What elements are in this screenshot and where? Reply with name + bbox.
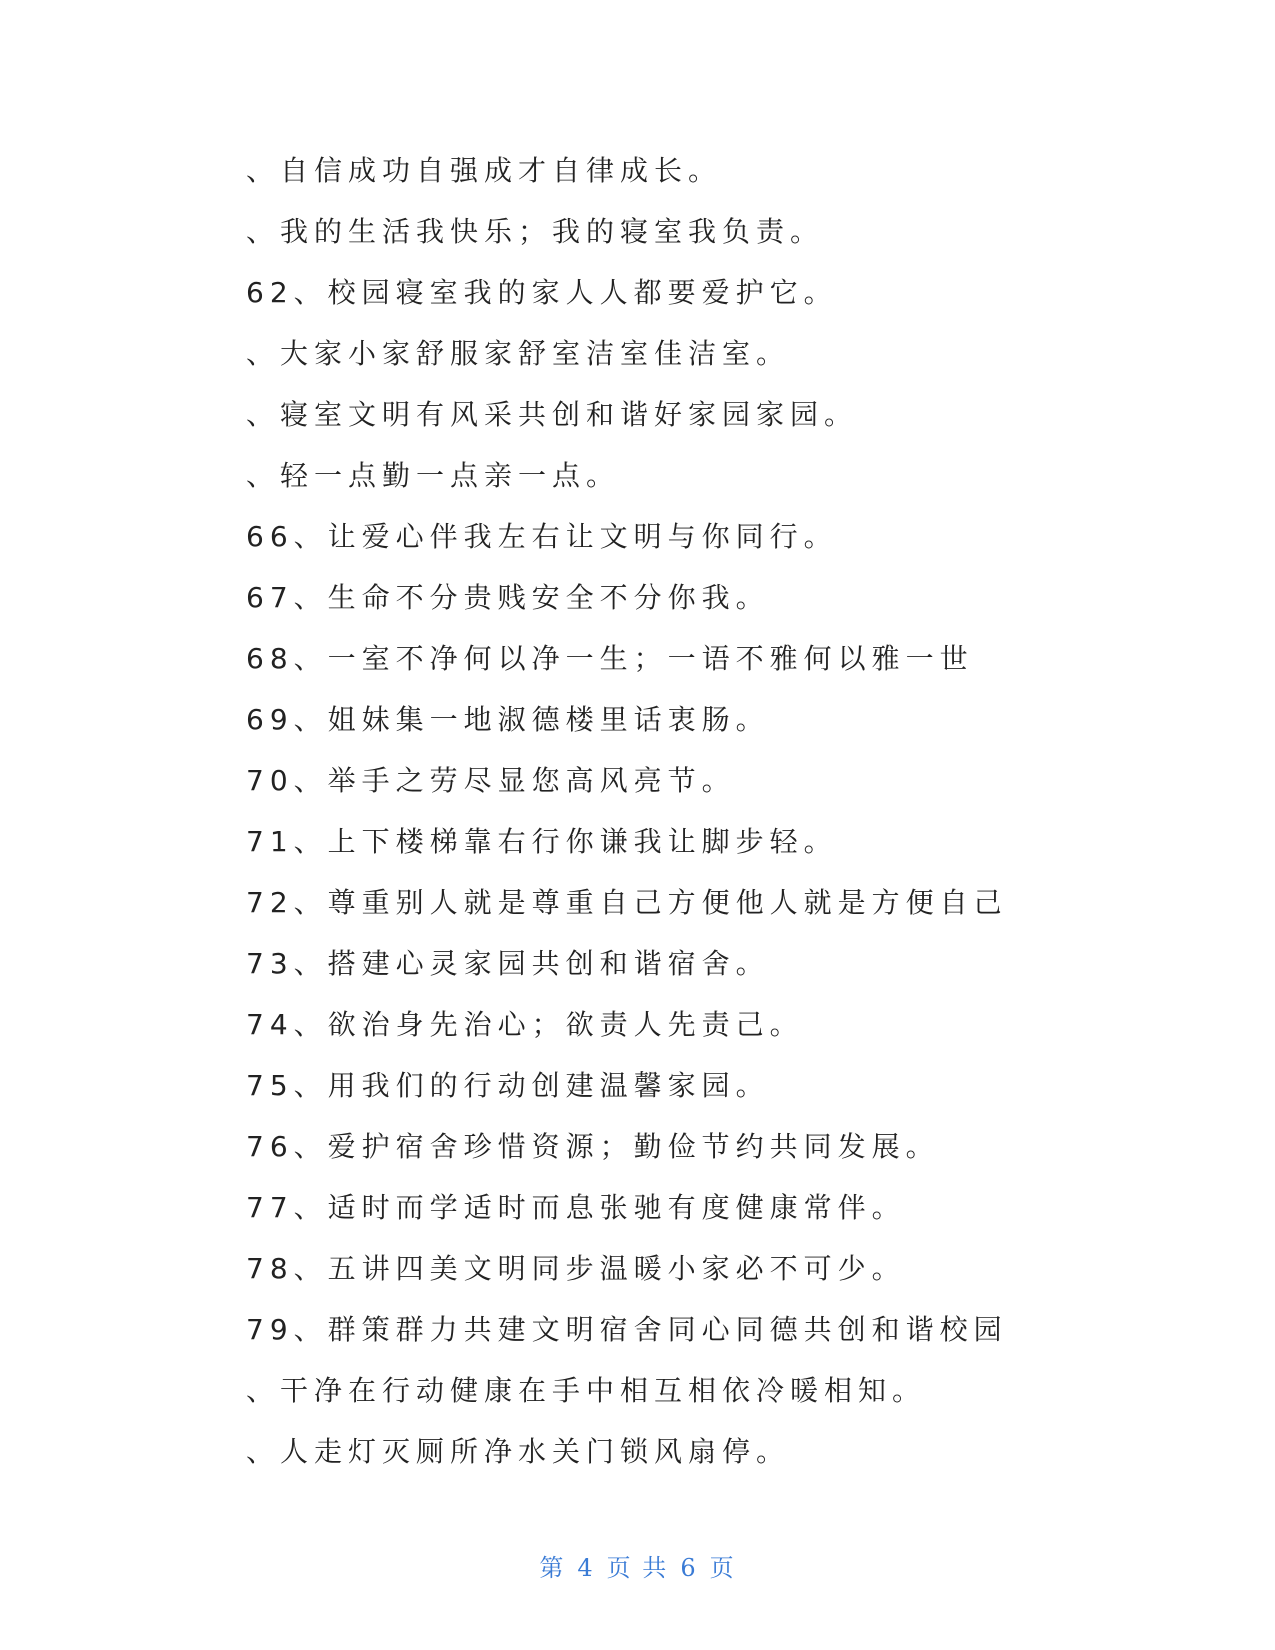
slogan-line: 、自信成功自强成才自律成长。 <box>246 154 723 187</box>
current-page-number: 4 <box>577 1554 595 1582</box>
slogan-line: 66、让爱心伴我左右让文明与你同行。 <box>246 520 838 553</box>
slogan-line: 72、尊重别人就是尊重自己方便他人就是方便自己 <box>246 886 1008 919</box>
slogan-line: 70、举手之劳尽显您高风亮节。 <box>246 764 736 797</box>
page-suffix: 页 <box>709 1554 736 1582</box>
slogan-line: 、人走灯灭厕所净水关门锁风扇停。 <box>246 1435 791 1468</box>
total-page-number: 6 <box>680 1554 698 1582</box>
slogan-line: 62、校园寝室我的家人人都要爱护它。 <box>246 276 838 309</box>
slogan-line: 、我的生活我快乐；我的寝室我负责。 <box>246 215 825 248</box>
slogan-line: 、干净在行动健康在手中相互相依冷暖相知。 <box>246 1374 927 1407</box>
page-prefix: 第 <box>539 1554 566 1582</box>
slogan-line: 79、群策群力共建文明宿舍同心同德共创和谐校园 <box>246 1313 1008 1346</box>
slogan-line: 71、上下楼梯靠右行你谦我让脚步轻。 <box>246 825 838 858</box>
slogan-line: 77、适时而学适时而息张驰有度健康常伴。 <box>246 1191 906 1224</box>
slogan-line: 76、爱护宿舍珍惜资源；勤俭节约共同发展。 <box>246 1130 940 1163</box>
slogan-line: 75、用我们的行动创建温馨家园。 <box>246 1069 770 1102</box>
slogan-line: 、轻一点勤一点亲一点。 <box>246 459 621 492</box>
slogan-line: 78、五讲四美文明同步温暖小家必不可少。 <box>246 1252 906 1285</box>
slogan-line: 69、姐妹集一地淑德楼里话衷肠。 <box>246 703 770 736</box>
slogan-line: 、大家小家舒服家舒室洁室佳洁室。 <box>246 337 791 370</box>
slogan-line: 、寝室文明有风采共创和谐好家园家园。 <box>246 398 859 431</box>
page-number-footer <box>0 1548 1275 1583</box>
slogan-line: 73、搭建心灵家园共创和谐宿舍。 <box>246 947 770 980</box>
slogan-line: 67、生命不分贵贱安全不分你我。 <box>246 581 770 614</box>
slogan-line: 68、一室不净何以净一生；一语不雅何以雅一世 <box>246 642 974 675</box>
slogan-list <box>246 140 1008 1482</box>
slogan-line: 74、欲治身先治心；欲责人先责己。 <box>246 1008 804 1041</box>
page-middle: 页 共 <box>606 1554 669 1582</box>
